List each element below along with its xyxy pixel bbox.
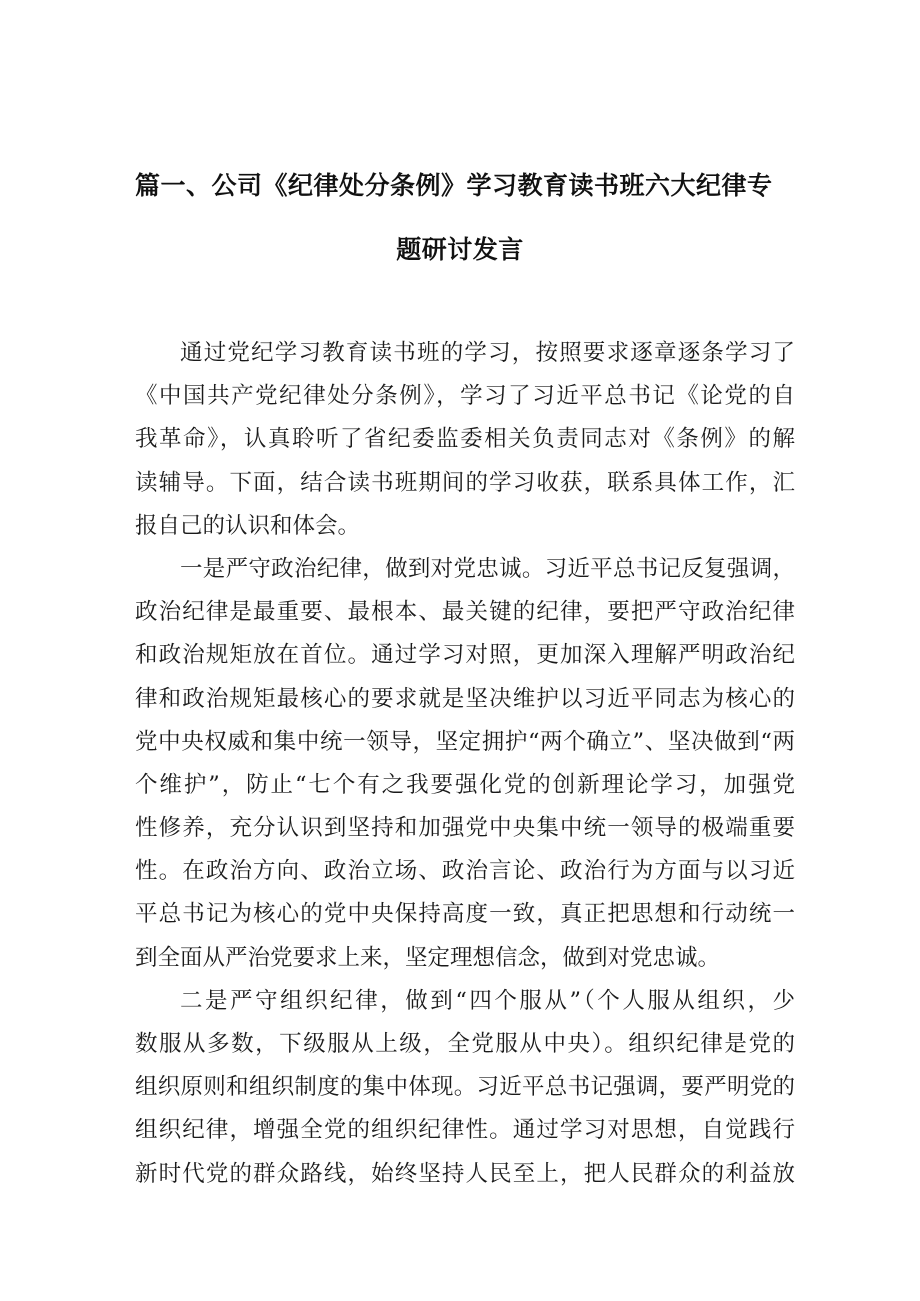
body-text-line: 二是严守组织纪律，做到“四个服从”（个人服从组织，少 [180, 987, 795, 1014]
document-title-line-1: 篇一、公司《纪律处分条例》学习教育读书班六大纪律专 [135, 171, 773, 200]
body-text-line: 个维护”，防止“七个有之我要强化党的创新理论学习，加强党 [135, 771, 795, 798]
body-text-line: 性修养，充分认识到坚持和加强党中央集中统一领导的极端重要 [135, 815, 795, 842]
body-text-line: 组织纪律，增强全党的组织纪律性。通过学习对思想，自觉践行 [135, 1117, 795, 1144]
body-text-line: 一是严守政治纪律，做到对党忠诚。习近平总书记反复强调， [180, 555, 795, 582]
body-text-line: 到全面从严治党要求上来，坚定理想信念，做到对党忠诚。 [135, 944, 721, 971]
body-text-line: 数服从多数，下级服从上级，全党服从中央）。组织纪律是党的 [135, 1031, 795, 1057]
body-text-line: 《中国共产党纪律处分条例》，学习了习近平总书记《论党的自 [135, 383, 795, 410]
body-text-line: 律和政治规矩最核心的要求就是坚决维护以习近平同志为核心的 [135, 685, 795, 712]
body-text-line: 组织原则和组织制度的集中体现。习近平总书记强调，要严明党的 [135, 1074, 795, 1101]
document-title-line-2: 题研讨发言 [396, 235, 524, 264]
body-text-line: 我革命》，认真聆听了省纪委监委相关负责同志对《条例》的解 [135, 426, 795, 453]
body-text-line: 平总书记为核心的党中央保持高度一致，真正把思想和行动统一 [135, 901, 795, 928]
body-text-line: 政治纪律是最重要、最根本、最关键的纪律，要把严守政治纪律 [135, 599, 795, 626]
body-text-line: 新时代党的群众路线，始终坚持人民至上，把人民群众的利益放 [135, 1160, 795, 1187]
body-text-line: 性。在政治方向、政治立场、政治言论、政治行为方面与以习近 [135, 858, 795, 885]
document-body [135, 332, 795, 1196]
body-text-line: 读辅导。下面，结合读书班期间的学习收获，联系具体工作，汇 [135, 469, 795, 496]
body-text-line: 和政治规矩放在首位。通过学习对照，更加深入理解严明政治纪 [135, 642, 795, 669]
body-text-line: 党中央权威和集中统一领导，坚定拥护“两个确立”、坚决做到“两 [135, 728, 795, 755]
body-text-line: 报自己的认识和体会。 [135, 512, 361, 539]
body-text-line: 通过党纪学习教育读书班的学习，按照要求逐章逐条学习了 [180, 340, 795, 366]
